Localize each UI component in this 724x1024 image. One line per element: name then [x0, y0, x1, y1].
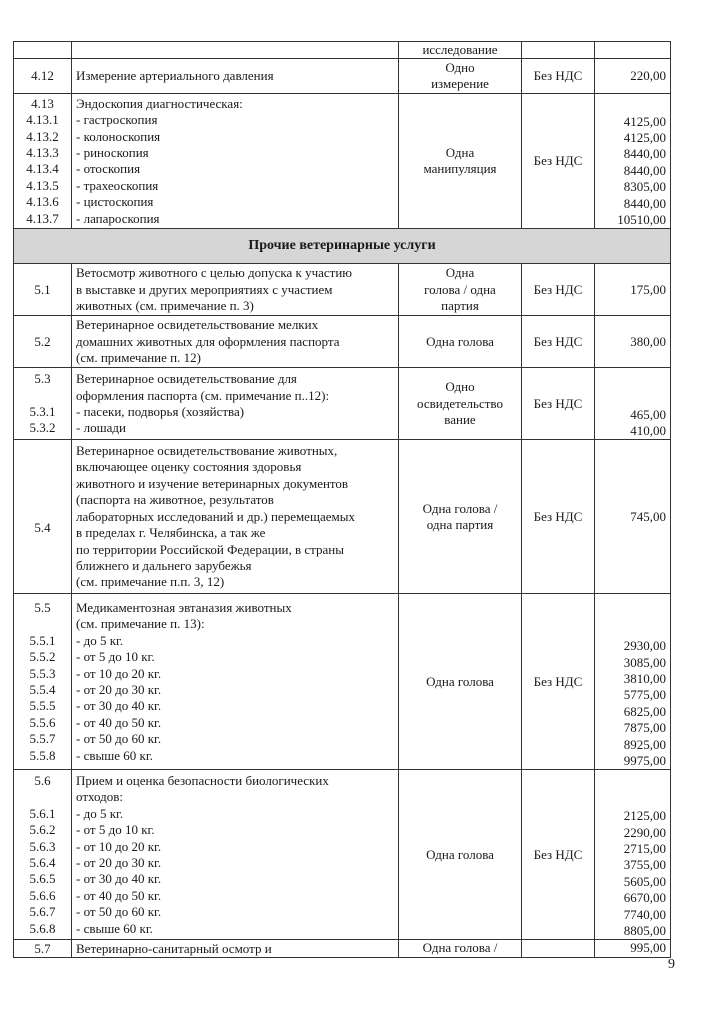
row-number: 4.12 [14, 59, 72, 94]
table-row [14, 368, 671, 440]
service-description: Ветосмотр животного с целью допуска к участию в выставке и других мероприятиях с участием животных (см. примечание п. 3) [72, 264, 399, 316]
service-unit: Одно освидетельство вание [399, 368, 522, 440]
table-row [14, 316, 671, 368]
service-unit: Одна голова [399, 316, 522, 368]
table-row [14, 594, 671, 770]
price-list-table [13, 41, 671, 958]
vat-cell [522, 42, 595, 59]
price-cell: 175,00 [595, 264, 671, 316]
page-number: 9 [668, 957, 675, 972]
price-cell: 465,00 410,00 [595, 368, 671, 440]
service-unit: Одна голова / [399, 940, 522, 958]
price-cell: 995,00 [595, 940, 671, 958]
row-number: 5.4 [14, 440, 72, 594]
vat-cell: Без НДС [522, 59, 595, 94]
table-row [14, 770, 671, 940]
price-cell: 2930,00 3085,00 3810,00 5775,00 6825,00 7875,00 8925,00 9975,00 [595, 594, 671, 770]
service-unit: Одно измерение [399, 59, 522, 94]
service-description: Ветеринарное освидетельствование для оформления паспорта (см. примечание п..12): - пасеки, подворья (хозяйства) - лошади [72, 368, 399, 440]
row-number: 5.1 [14, 264, 72, 316]
vat-cell: Без НДС [522, 316, 595, 368]
row-number: 5.6 5.6.1 5.6.2 5.6.3 5.6.4 5.6.5 5.6.6 5.6.7 5.6.8 [14, 770, 72, 940]
vat-cell: Без НДС [522, 264, 595, 316]
service-unit: Одна голова / одна партия [399, 440, 522, 594]
table-row [14, 940, 671, 958]
vat-cell: Без НДС [522, 440, 595, 594]
price-cell: 745,00 [595, 440, 671, 594]
vat-cell: Без НДС [522, 368, 595, 440]
row-number [14, 42, 72, 59]
vat-cell: Без НДС [522, 594, 595, 770]
service-description: Измерение артериального давления [72, 59, 399, 94]
table-row [14, 42, 671, 59]
row-number: 4.13 4.13.1 4.13.2 4.13.3 4.13.4 4.13.5 4.13.6 4.13.7 [14, 94, 72, 229]
section-title: Прочие ветеринарные услуги [14, 229, 671, 264]
price-cell: 2125,00 2290,00 2715,00 3755,00 5605,00 6670,00 7740,00 8805,00 [595, 770, 671, 940]
service-description: Прием и оценка безопасности биологических отходов: - до 5 кг. - от 5 до 10 кг. - от 10 до 20 кг. - от 20 до 30 кг. - от 30 до 40 кг. - от 40 до 50 кг. - от 50 до 60 кг. - свыше 60 кг. [72, 770, 399, 940]
row-number: 5.5 5.5.1 5.5.2 5.5.3 5.5.4 5.5.5 5.5.6 5.5.7 5.5.8 [14, 594, 72, 770]
row-number: 5.2 [14, 316, 72, 368]
table-row [14, 440, 671, 594]
table-row [14, 59, 671, 94]
price-cell [595, 42, 671, 59]
service-unit: Одна голова [399, 594, 522, 770]
table-row [14, 94, 671, 229]
service-description: Эндоскопия диагностическая: - гастроскопия - колоноскопия - риноскопия - отоскопия - трахеоскопия - цистоскопия - лапароскопия [72, 94, 399, 229]
vat-cell: Без НДС [522, 94, 595, 229]
table-row [14, 264, 671, 316]
price-cell: 220,00 [595, 59, 671, 94]
vat-cell [522, 940, 595, 958]
service-description: Ветеринарно-санитарный осмотр и [72, 940, 399, 958]
service-unit: Одна голова [399, 770, 522, 940]
service-description: Ветеринарное освидетельствование мелких домашних животных для оформления паспорта (см. примечание п. 12) [72, 316, 399, 368]
service-description [72, 42, 399, 59]
service-unit: Одна голова / одна партия [399, 264, 522, 316]
row-number: 5.3 5.3.1 5.3.2 [14, 368, 72, 440]
row-number: 5.7 [14, 940, 72, 958]
vat-cell: Без НДС [522, 770, 595, 940]
service-description: Ветеринарное освидетельствование животных, включающее оценку состояния здоровья животного и изучение ветеринарных документов (паспорта на животное, результатов лабораторных исследований и др.) перемещаемых в пределах г. Челябинска, а так же по территории Российской Федерации, в страны ближнего и дальнего зарубежья (см. примечание п.п. 3, 12) [72, 440, 399, 594]
price-cell: 380,00 [595, 316, 671, 368]
service-unit: Одна манипуляция [399, 94, 522, 229]
service-description: Медикаментозная эвтаназия животных (см. примечание п. 13): - до 5 кг. - от 5 до 10 кг. - от 10 до 20 кг. - от 20 до 30 кг. - от 30 до 40 кг. - от 40 до 50 кг. - от 50 до 60 кг. - свыше 60 кг. [72, 594, 399, 770]
section-header-row [14, 229, 671, 264]
service-unit: исследование [399, 42, 522, 59]
price-cell: 4125,00 4125,00 8440,00 8440,00 8305,00 8440,00 10510,00 [595, 94, 671, 229]
